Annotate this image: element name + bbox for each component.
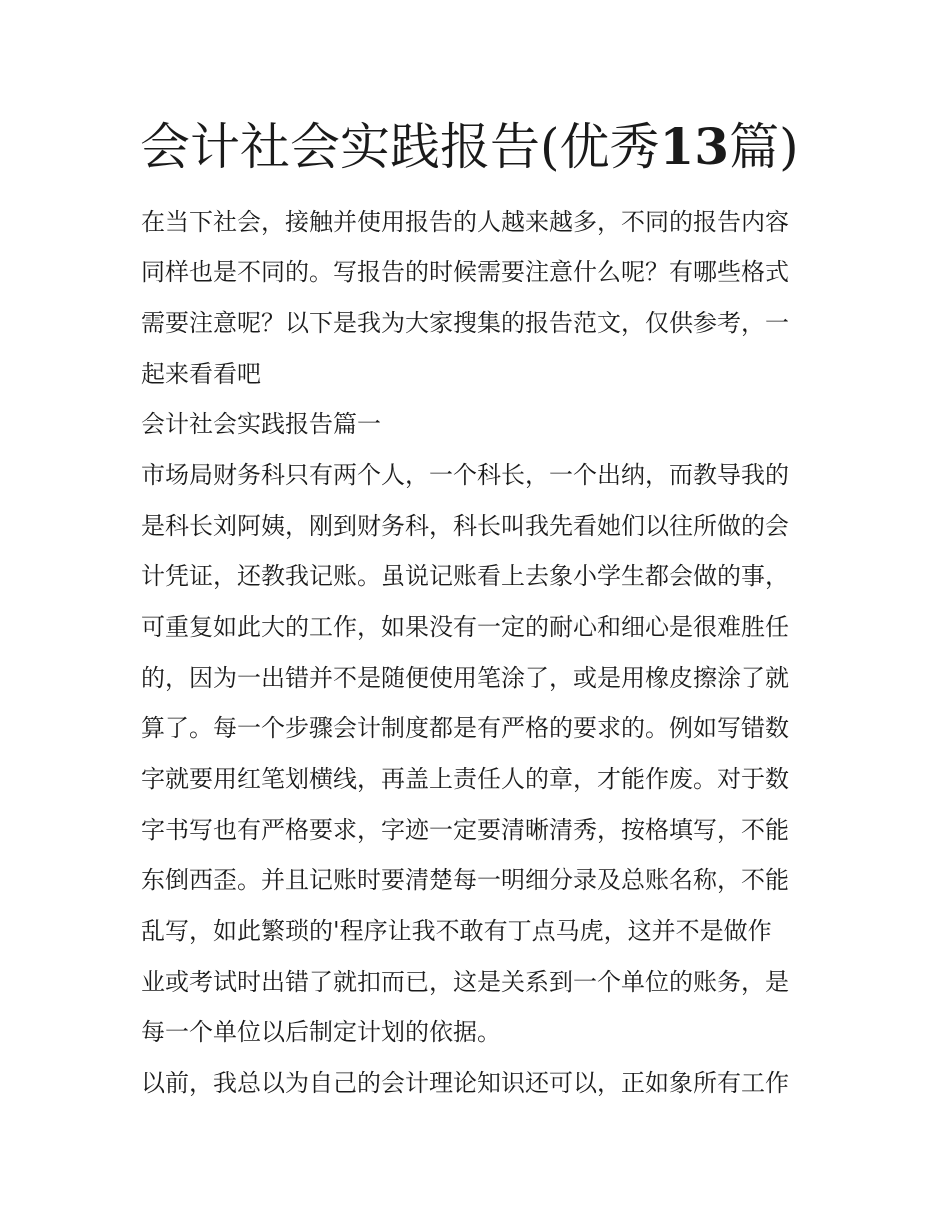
body-line: 计凭证，还教我记账。虽说记账看上去象小学生都会做的事， [141,562,789,590]
body-line: 可重复如此大的工作，如果没有一定的耐心和细心是很难胜任 [141,613,789,641]
body-line: 是科长刘阿姨，刚到财务科，科长叫我先看她们以往所做的会 [141,512,789,540]
intro-line: 需要注意呢？以下是我为大家搜集的报告范文，仅供参考，一 [141,309,789,337]
body-line: 字书写也有严格要求，字迹一定要清晰清秀，按格填写，不能 [141,816,789,844]
intro-line: 起来看看吧 [141,360,261,388]
page-title [140,116,840,178]
body-line: 算了。每一个步骤会计制度都是有严格的要求的。例如写错数 [141,714,789,742]
body-line: 字就要用红笔划横线，再盖上责任人的章，才能作废。对于数 [141,765,789,793]
body-line: 业或考试时出错了就扣而已，这是关系到一个单位的账务，是 [141,968,789,996]
title-text: 会计社会实践报告(优秀 [140,118,660,176]
body-line: 以前，我总以为自己的会计理论知识还可以，正如象所有工作 [141,1069,789,1097]
body-line: 东倒西歪。并且记账时要清楚每一明细分录及总账名称，不能 [141,866,789,894]
title-number: 13 [659,117,730,176]
intro-line: 同样也是不同的。写报告的时候需要注意什么呢？有哪些格式 [141,258,789,286]
body-line: 的，因为一出错并不是随便使用笔涂了，或是用橡皮擦涂了就 [141,664,789,692]
intro-line: 在当下社会，接触并使用报告的人越来越多，不同的报告内容 [141,208,789,236]
body-line: 乱写，如此繁琐的'程序让我不敢有丁点马虎，这并不是做作 [141,917,772,945]
body-line: 每一个单位以后制定计划的依据。 [141,1018,501,1046]
section-heading: 会计社会实践报告篇一 [141,410,381,438]
body-line: 市场局财务科只有两个人，一个科长，一个出纳，而教导我的 [141,461,789,489]
title-suffix: 篇) [729,118,799,176]
